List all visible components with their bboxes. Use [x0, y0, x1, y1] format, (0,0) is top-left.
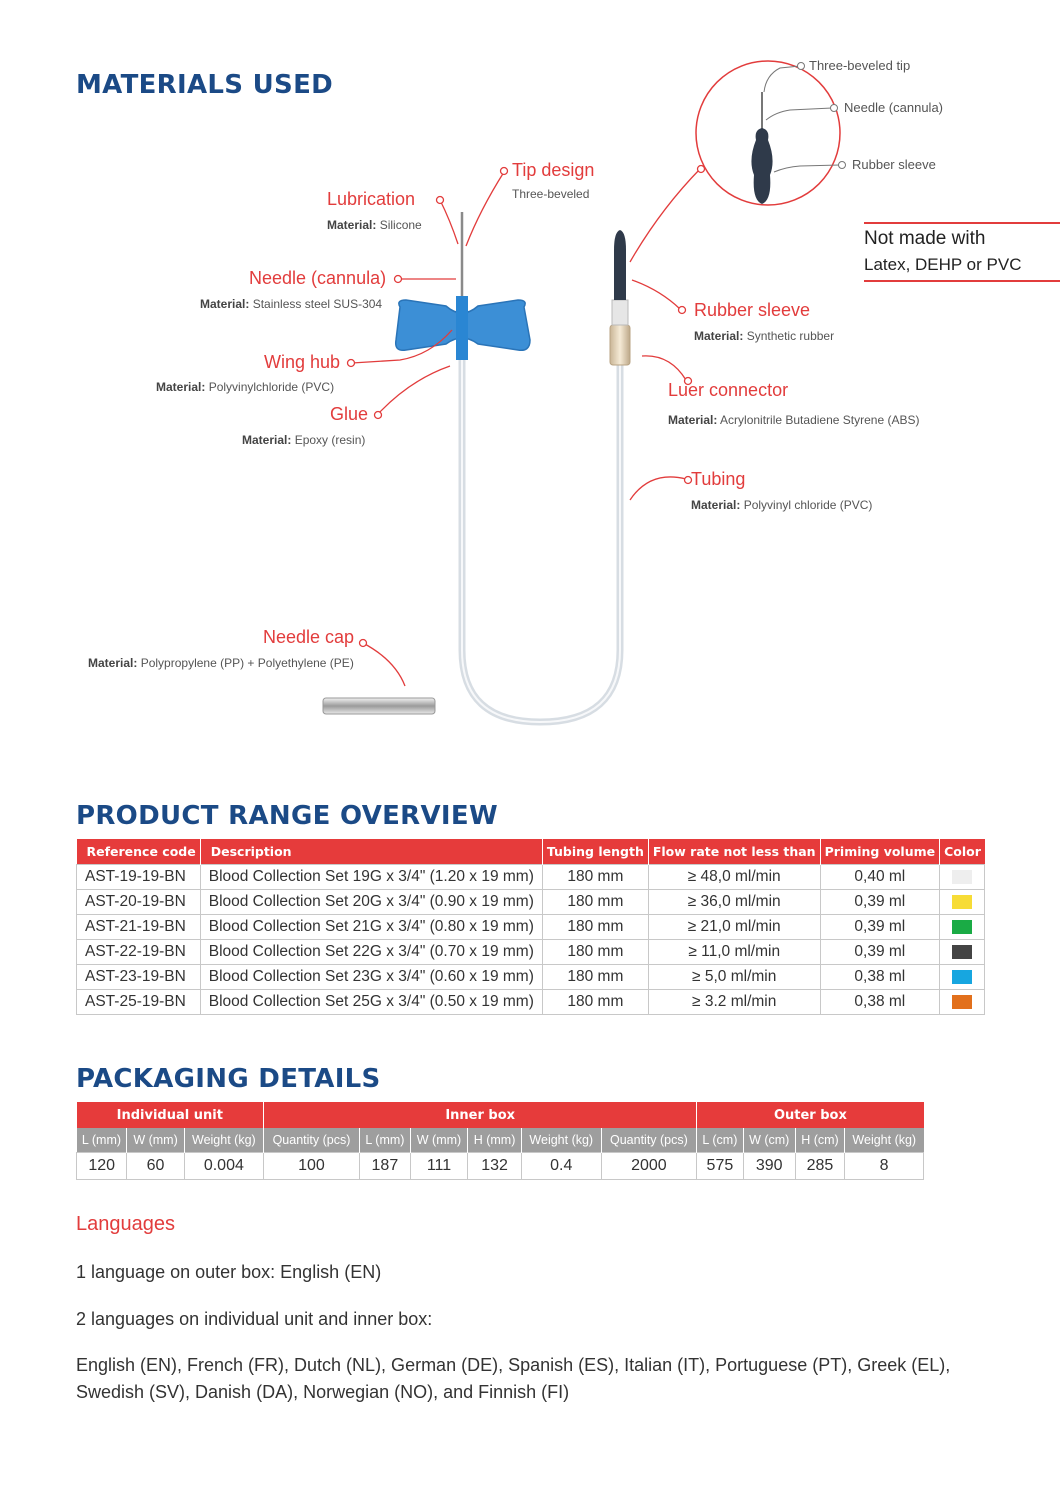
languages-outer-box: 1 language on outer box: English (EN) [76, 1262, 382, 1282]
tubing-material: Material: Polyvinyl chloride (PVC) [691, 498, 873, 512]
needle-label: Needle (cannula) [249, 268, 387, 288]
zoom-sleeve-label: Rubber sleeve [852, 157, 936, 172]
prime-cell: 0,38 ml [820, 990, 940, 1015]
ref-cell: AST-25-19-BN [77, 990, 201, 1015]
tip-design-value: Three-beveled [512, 187, 590, 201]
ref-cell: AST-20-19-BN [77, 890, 201, 915]
table-row [77, 865, 985, 890]
desc-cell: Blood Collection Set 22G x 3/4" (0.70 x 19 mm) [200, 940, 542, 965]
group-individual-unit: Individual unit [77, 1102, 264, 1128]
pack-cell: 132 [468, 1153, 522, 1180]
flow-cell: ≥ 48,0 ml/min [648, 865, 820, 890]
luer-connector-shape [610, 325, 630, 365]
rubber-sleeve-material: Material: Synthetic rubber [694, 329, 835, 343]
lubrication-material: Material: Silicone [327, 218, 422, 232]
len-cell: 180 mm [542, 865, 648, 890]
not-made-line1: Not made with [864, 228, 986, 249]
wing-hub-label: Wing hub [264, 352, 341, 372]
desc-cell: Blood Collection Set 19G x 3/4" (1.20 x 19 mm) [200, 865, 542, 890]
materials-heading: MATERIALS USED [76, 70, 334, 100]
table-row [77, 890, 985, 915]
needle-cap-material: Material: Polypropylene (PP) + Polyethylene (PE) [88, 656, 354, 670]
len-cell: 180 mm [542, 915, 648, 940]
sub-header: W (mm) [127, 1128, 184, 1153]
languages-list-line2: Swedish (SV), Danish (DA), Norwegian (NO), and Finnish (FI) [76, 1382, 570, 1402]
prime-cell: 0,39 ml [820, 915, 940, 940]
pack-cell: 111 [410, 1153, 467, 1180]
range-heading: PRODUCT RANGE OVERVIEW [76, 801, 498, 831]
pack-cell: 390 [743, 1153, 795, 1180]
color-swatch [952, 870, 972, 884]
pack-cell: 0.4 [522, 1153, 601, 1180]
group-outer-box: Outer box [697, 1102, 924, 1128]
zoom-tip-label: Three-beveled tip [809, 58, 911, 73]
flow-cell: ≥ 11,0 ml/min [648, 940, 820, 965]
pack-cell: 0.004 [184, 1153, 263, 1180]
color-swatch [952, 920, 972, 934]
pack-cell: 100 [264, 1153, 360, 1180]
color-swatch [952, 945, 972, 959]
needle-material: Material: Stainless steel SUS-304 [200, 297, 383, 311]
flow-cell: ≥ 36,0 ml/min [648, 890, 820, 915]
zoom-needle-label: Needle (cannula) [844, 100, 944, 115]
sub-header: Quantity (pcs) [601, 1128, 697, 1153]
lubrication-label: Lubrication [327, 189, 416, 209]
table-row [77, 940, 985, 965]
col-reference: Reference code [77, 839, 201, 865]
col-description: Description [200, 839, 542, 865]
tubing-shape [462, 360, 620, 722]
sub-header: L (mm) [77, 1128, 127, 1153]
hub-body-shape [456, 296, 468, 360]
sub-header: H (cm) [795, 1128, 844, 1153]
prime-cell: 0,38 ml [820, 965, 940, 990]
pack-cell: 120 [77, 1153, 127, 1180]
prime-cell: 0,40 ml [820, 865, 940, 890]
group-inner-box: Inner box [264, 1102, 697, 1128]
color-cell [940, 965, 985, 990]
table-row [77, 1153, 924, 1180]
len-cell: 180 mm [542, 990, 648, 1015]
desc-cell: Blood Collection Set 20G x 3/4" (0.90 x 19 mm) [200, 890, 542, 915]
color-swatch [952, 970, 972, 984]
sub-header: W (cm) [743, 1128, 795, 1153]
rubber-sleeve-shape [614, 230, 626, 300]
sub-header: Quantity (pcs) [264, 1128, 360, 1153]
glue-material: Material: Epoxy (resin) [242, 433, 366, 447]
pack-cell: 8 [845, 1153, 924, 1180]
desc-cell: Blood Collection Set 23G x 3/4" (0.60 x 19 mm) [200, 965, 542, 990]
languages-inner-box: 2 languages on individual unit and inner box: [76, 1309, 433, 1329]
ref-cell: AST-23-19-BN [77, 965, 201, 990]
color-cell [940, 915, 985, 940]
rubber-sleeve-label: Rubber sleeve [694, 300, 811, 320]
table-row [77, 990, 985, 1015]
needle-cap-shape [323, 698, 435, 714]
sub-header: Weight (kg) [184, 1128, 263, 1153]
table-row [77, 965, 985, 990]
flow-cell: ≥ 21,0 ml/min [648, 915, 820, 940]
glue-label: Glue [330, 404, 369, 424]
languages-title: Languages [76, 1213, 175, 1235]
flow-cell: ≥ 5,0 ml/min [648, 965, 820, 990]
prime-cell: 0,39 ml [820, 940, 940, 965]
ref-cell: AST-19-19-BN [77, 865, 201, 890]
product-range-table [76, 839, 985, 1015]
sub-header: W (mm) [410, 1128, 467, 1153]
pack-cell: 60 [127, 1153, 184, 1180]
tip-design-label: Tip design [512, 160, 595, 180]
color-cell [940, 940, 985, 965]
tubing-label: Tubing [691, 469, 746, 489]
needle-cap-label: Needle cap [263, 627, 355, 647]
sub-header: L (cm) [697, 1128, 743, 1153]
sub-header: L (mm) [359, 1128, 410, 1153]
not-made-line2: Latex, DEHP or PVC [864, 255, 1022, 274]
pack-cell: 187 [359, 1153, 410, 1180]
packaging-heading: PACKAGING DETAILS [76, 1064, 381, 1094]
col-tubing-length: Tubing length [542, 839, 648, 865]
col-color: Color [940, 839, 985, 865]
color-cell [940, 890, 985, 915]
luer-body-shape [612, 300, 628, 325]
len-cell: 180 mm [542, 890, 648, 915]
luer-connector-label: Luer connector [668, 380, 789, 400]
desc-cell: Blood Collection Set 21G x 3/4" (0.80 x 19 mm) [200, 915, 542, 940]
pack-cell: 575 [697, 1153, 743, 1180]
color-cell [940, 865, 985, 890]
ref-cell: AST-22-19-BN [77, 940, 201, 965]
sub-header: Weight (kg) [845, 1128, 924, 1153]
color-swatch [952, 895, 972, 909]
pack-cell: 2000 [601, 1153, 697, 1180]
prime-cell: 0,39 ml [820, 890, 940, 915]
col-priming: Priming volume [820, 839, 940, 865]
wing-hub-material: Material: Polyvinylchloride (PVC) [156, 380, 335, 394]
sub-header: H (mm) [468, 1128, 522, 1153]
desc-cell: Blood Collection Set 25G x 3/4" (0.50 x 19 mm) [200, 990, 542, 1015]
sub-header: Weight (kg) [522, 1128, 601, 1153]
ref-cell: AST-21-19-BN [77, 915, 201, 940]
luer-connector-material: Material: Acrylonitrile Butadiene Styrene (ABS) [668, 413, 920, 427]
col-flow-rate: Flow rate not less than [648, 839, 820, 865]
pack-cell: 285 [795, 1153, 844, 1180]
color-swatch [952, 995, 972, 1009]
table-row [77, 915, 985, 940]
len-cell: 180 mm [542, 965, 648, 990]
len-cell: 180 mm [542, 940, 648, 965]
flow-cell: ≥ 3.2 ml/min [648, 990, 820, 1015]
packaging-table [76, 1102, 924, 1180]
color-cell [940, 990, 985, 1015]
not-made-with-box [864, 222, 1060, 282]
languages-list-line1: English (EN), French (FR), Dutch (NL), German (DE), Spanish (ES), Italian (IT), Portuguese (PT), Greek (EL), [76, 1355, 951, 1375]
